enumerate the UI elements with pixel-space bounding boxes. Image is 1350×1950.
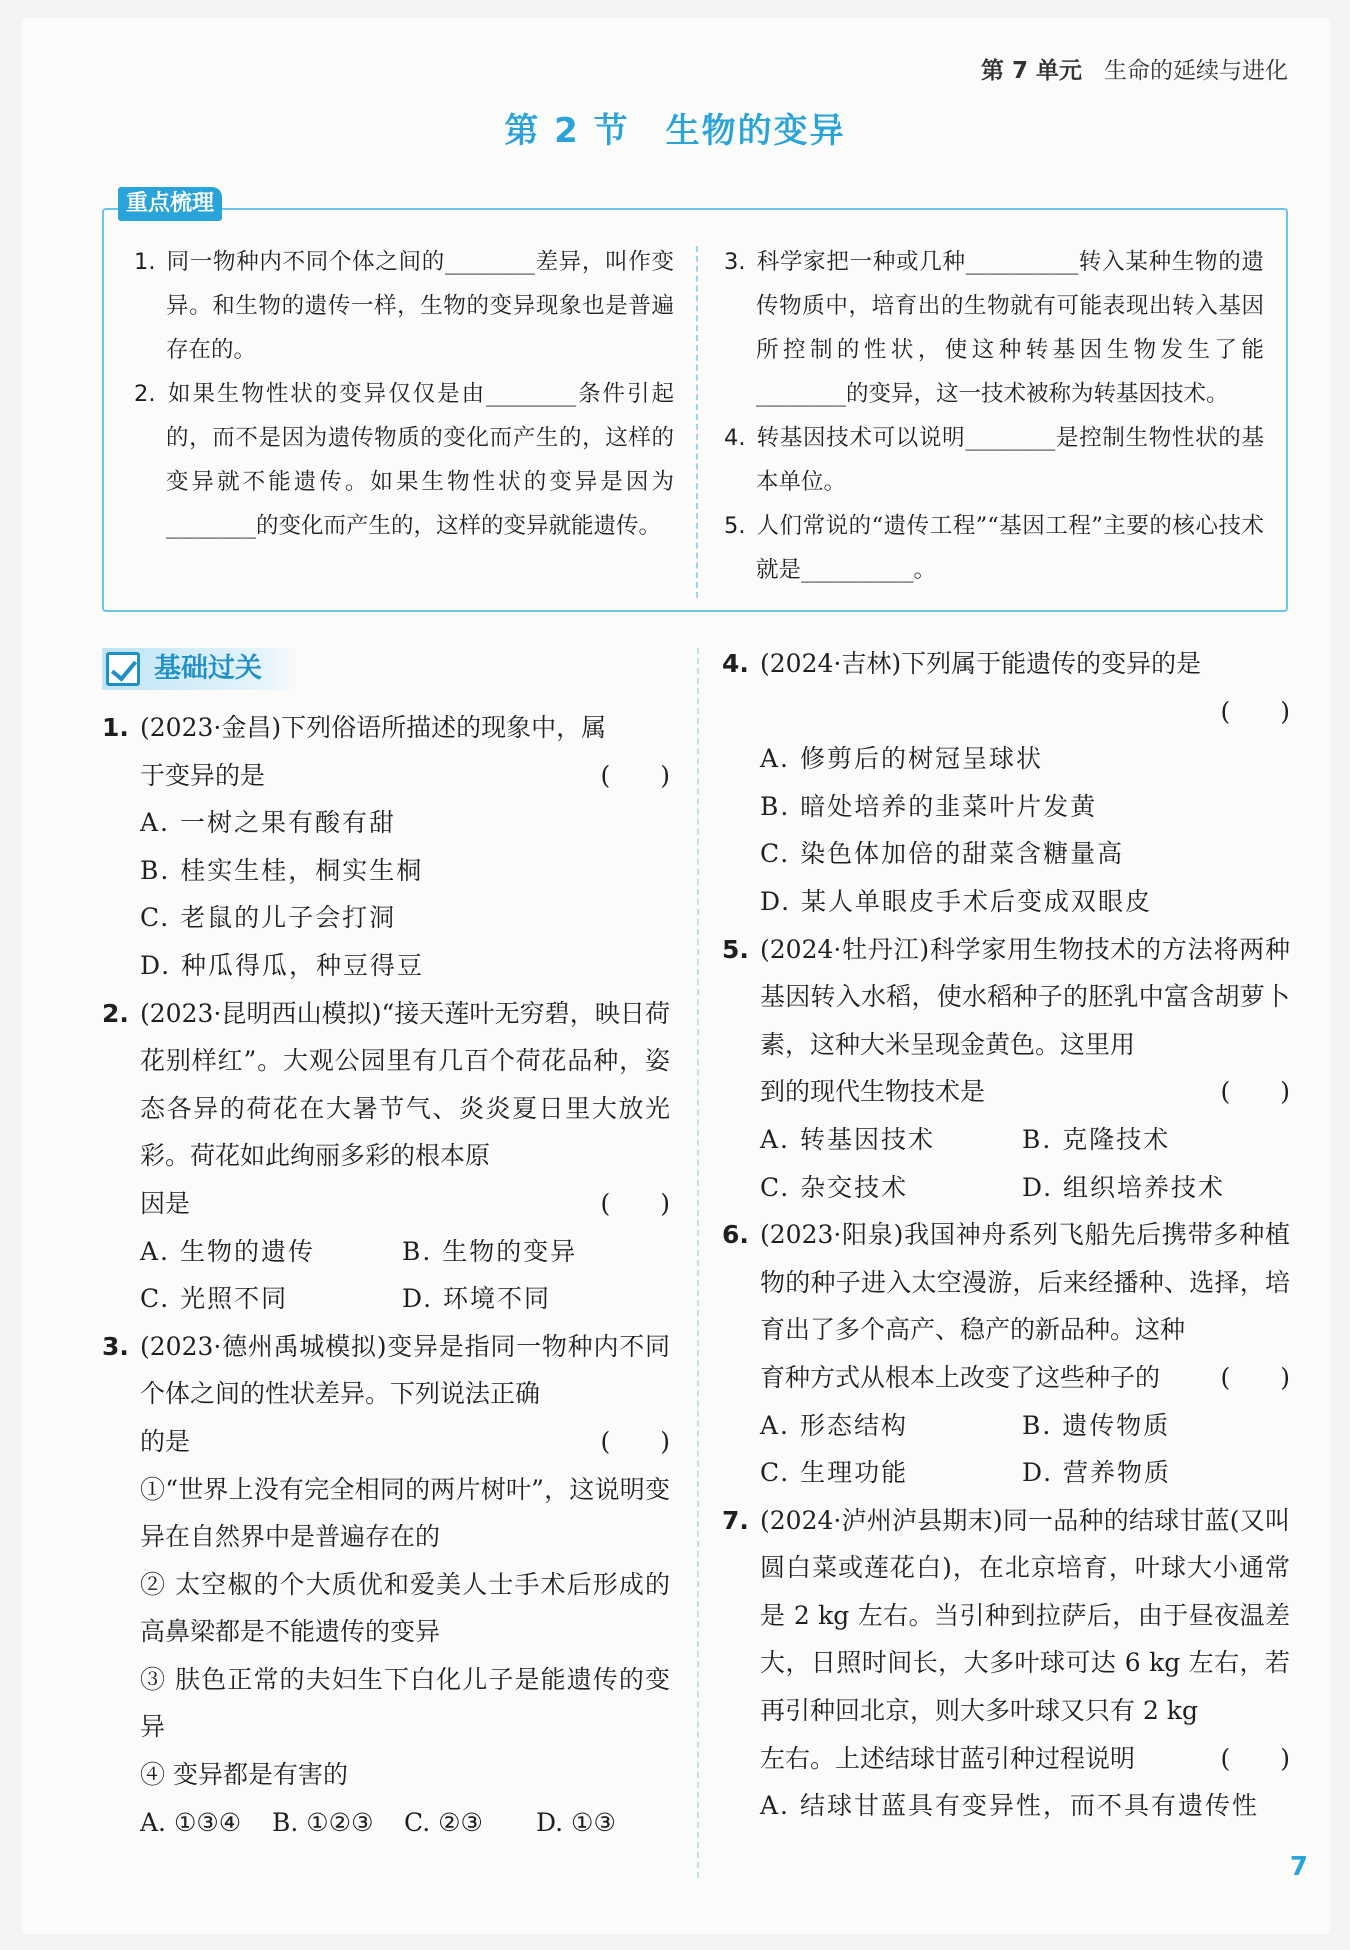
q6-options-row-1: A. 形态结构 B. 遗传物质 [760, 1410, 1171, 1440]
q3-statement-2: ② 太空椒的个大质优和爱美人士手术后形成的高鼻梁都是不能遗传的变异 [140, 1569, 670, 1647]
question-6: 6. (2023·阳泉)我国神舟系列飞船先后携带多种植物的种子进入太空漫游，后来经播种、选择，培育出了多个高产、稳产的新品种。这种 育种方式从根本上改变了这些种子的 ( ) [722, 1211, 1290, 1401]
key-point-4: 4. 转基因技术可以说明________是控制生物性状的基本单位。 [724, 425, 1264, 495]
answer-paren: ( ) [600, 760, 670, 790]
column-divider [697, 648, 699, 1878]
q5-options-row-1: A. 转基因技术 B. 克隆技术 [760, 1124, 1171, 1154]
answer-paren: ( ) [600, 1188, 670, 1218]
q4-option-b: B. 暗处培养的韭菜叶片发黄 [760, 791, 1098, 821]
key-points-right-column [724, 240, 1264, 592]
unit-number: 第 7 单元 [980, 58, 1082, 84]
question-2: 2. (2023·昆明西山模拟)“接天莲叶无穷碧，映日荷花别样红”。大观公园里有几百个荷花品种，姿态各异的荷花在大暑节气、炎炎夏日里大放光彩。荷花如此绚丽多彩的根本原 因是 ( ) [102, 990, 670, 1228]
section-title [0, 103, 1350, 152]
section-number: 第 2 节 [504, 111, 630, 151]
key-points-left-column [134, 240, 674, 548]
answer-paren: ( ) [1220, 1362, 1290, 1392]
key-points-divider [696, 246, 698, 598]
q3-options-row: A. ①③④ B. ①②③ C. ②③ D. ①③ [140, 1807, 616, 1837]
q3-statement-4: ④ 变异都是有害的 [140, 1760, 348, 1790]
q2-options-row-1: A. 生物的遗传 B. 生物的变异 [140, 1236, 578, 1266]
questions-right-column [722, 640, 1290, 1830]
q6-options-row-2: C. 生理功能 D. 营养物质 [760, 1458, 1172, 1488]
q1-option-d: D. 种瓜得瓜，种豆得豆 [140, 950, 425, 980]
answer-paren: ( ) [600, 1426, 670, 1456]
answer-paren: ( ) [1220, 1077, 1290, 1107]
q1-option-b: B. 桂实生桂，桐实生桐 [140, 855, 424, 885]
section-name: 生物的变异 [665, 111, 846, 151]
q2-options-row-2: C. 光照不同 D. 环境不同 [140, 1284, 552, 1314]
checkbox-icon [106, 652, 140, 686]
questions-left-column [102, 704, 670, 1846]
answer-paren: ( ) [1220, 696, 1290, 726]
q4-option-a: A. 修剪后的树冠呈球状 [760, 744, 1043, 774]
key-points-box [102, 208, 1288, 612]
page-number: 7 [1289, 1852, 1308, 1882]
q3-statement-3: ③ 肤色正常的夫妇生下白化儿子是能遗传的变异 [140, 1664, 670, 1742]
q4-option-d: D. 某人单眼皮手术后变成双眼皮 [760, 886, 1153, 916]
question-7: 7. (2024·泸州泸县期末)同一品种的结球甘蓝(又叫圆白菜或莲花白)，在北京培育，叶球大小通常是 2 kg 左右。当引种到拉萨后，由于昼夜温差大，日照时间长，大多叶球可达 6 kg 左右，若再引种回北京，则大多叶球又只有 2 kg 左右。上述结球甘蓝引种过程说明 ( ) [722, 1497, 1290, 1783]
question-1: 1. (2023·金昌)下列俗语所描述的现象中，属 于变异的是 ( ) [102, 704, 670, 799]
q1-option-a: A. 一树之果有酸有甜 [140, 808, 396, 838]
key-points-label: 重点梳理 [118, 187, 222, 221]
question-4: 4. (2024·吉林)下列属于能遗传的变异的是 ( ) [722, 640, 1290, 735]
key-point-5: 5. 人们常说的“遗传工程”“基因工程”主要的核心技术就是__________。 [724, 513, 1264, 583]
key-point-3: 3. 科学家把一种或几种__________转入某种生物的遗传物质中，培育出的生物就有可能表现出转入基因所控制的性状，使这种转基因生物发生了能________的变异，这一技术被称为转基因技术。 [724, 249, 1264, 407]
question-5: 5. (2024·牡丹江)科学家用生物技术的方法将两种基因转入水稻，使水稻种子的胚乳中富含胡萝卜素，这种大米呈现金黄色。这里用 到的现代生物技术是 ( ) [722, 926, 1290, 1116]
q3-statement-1: ①“世界上没有完全相同的两片树叶”，这说明变异在自然界中是普遍存在的 [140, 1474, 670, 1552]
q1-option-c: C. 老鼠的儿子会打洞 [140, 903, 397, 933]
q7-option-a: A. 结球甘蓝具有变异性，而不具有遗传性 [760, 1791, 1259, 1821]
q5-options-row-2: C. 杂交技术 D. 组织培养技术 [760, 1172, 1226, 1202]
q4-option-c: C. 染色体加倍的甜菜含糖量高 [760, 839, 1125, 869]
basic-section-label: 基础过关 [102, 648, 298, 690]
unit-title: 生命的延续与进化 [1104, 58, 1288, 84]
key-point-2: 2. 如果生物性状的变异仅仅是由________条件引起的，而不是因为遗传物质的变化而产生的，这样的变异就不能遗传。如果生物性状的变异是因为________的变化而产生的，这样的变异就能遗传。 [134, 381, 674, 539]
key-point-1: 1. 同一物种内不同个体之间的________差异，叫作变异。和生物的遗传一样，生物的变异现象也是普遍存在的。 [134, 249, 674, 363]
question-3: 3. (2023·德州禹城模拟)变异是指同一物种内不同个体之间的性状差异。下列说法正确 的是 ( ) [102, 1323, 670, 1466]
page-header [981, 52, 1288, 85]
answer-paren: ( ) [1220, 1743, 1290, 1773]
